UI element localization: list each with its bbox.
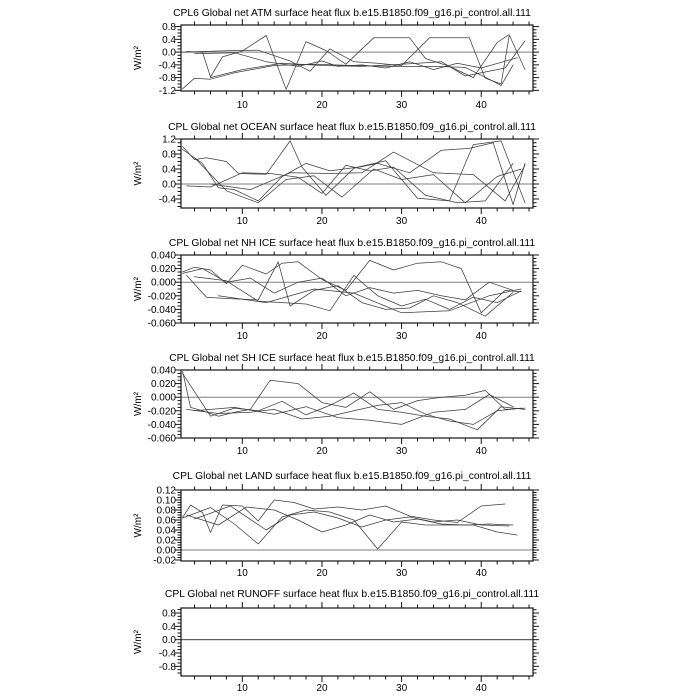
- plot-box: [181, 139, 533, 208]
- series-line-segment-3: [187, 163, 513, 202]
- y-tick-label: -0.060: [147, 433, 176, 445]
- y-tick-label: 0.10: [156, 495, 176, 507]
- x-tick-label: 40: [475, 683, 487, 694]
- y-tick-label: -0.020: [147, 291, 176, 303]
- x-tick-label: 10: [236, 100, 248, 111]
- panel-title: CPL Global net OCEAN surface heat flux b.e15.B1850.f09_g16.pi_control.all.111: [168, 122, 536, 133]
- x-tick-label: 40: [475, 331, 487, 342]
- y-tick-label: 0.12: [156, 485, 176, 497]
- x-tick-label: 10: [236, 446, 248, 457]
- y-tick-label: 0.0: [162, 47, 176, 59]
- y-tick-label: 0.02: [156, 535, 176, 547]
- y-tick-label: 0.040: [150, 365, 176, 377]
- y-tick-label: 0.4: [162, 34, 176, 46]
- y-tick-label: -0.4: [158, 194, 176, 206]
- x-tick-label: 40: [475, 216, 487, 227]
- x-tick-label: 20: [316, 331, 328, 342]
- y-axis-unit-label: W/m²: [133, 513, 144, 538]
- y-tick-label: 0.000: [150, 392, 176, 404]
- y-tick-label: 0.040: [150, 250, 176, 262]
- y-tick-label: 0.8: [162, 22, 176, 34]
- y-tick-label: 0.000: [150, 277, 176, 289]
- series-line-segment-4: [195, 395, 514, 425]
- y-axis-unit-label: W/m²: [133, 392, 144, 416]
- y-tick-label: -1.2: [158, 85, 176, 97]
- x-tick-label: 30: [396, 331, 408, 342]
- y-tick-label: 0.0: [162, 635, 176, 647]
- y-tick-label: 0.4: [162, 621, 176, 633]
- panel-sh-ice: [133, 353, 539, 457]
- panel-title: CPL Global net SH ICE surface heat flux b.e15.B1850.f09_g16.pi_control.all.111: [169, 353, 535, 364]
- x-tick-label: 10: [236, 331, 248, 342]
- panel-nh-ice: [133, 238, 539, 342]
- x-tick-label: 10: [236, 216, 248, 227]
- y-tick-label: -0.4: [158, 60, 176, 72]
- x-tick-label: 40: [475, 446, 487, 457]
- y-tick-label: -0.020: [147, 406, 176, 418]
- series-line-segment-3: [183, 36, 510, 84]
- y-tick-label: 0.06: [156, 515, 176, 527]
- panel-title: CPL Global net NH ICE surface heat flux b.e15.B1850.f09_g16.pi_control.all.111: [168, 238, 536, 249]
- y-axis-unit-label: W/m²: [133, 161, 144, 186]
- series-line-segment-1: [183, 260, 521, 312]
- plot-box: [181, 608, 533, 676]
- y-tick-label: 0.04: [156, 525, 176, 537]
- panel-title: CPL Global net RUNOFF surface heat flux b.e15.B1850.f09_g16.pi_control.all.111: [164, 589, 540, 600]
- y-tick-label: 0.020: [150, 379, 176, 391]
- x-tick-label: 20: [316, 100, 328, 111]
- x-tick-label: 20: [316, 683, 328, 694]
- plot-box: [181, 25, 533, 91]
- y-tick-label: 1.2: [162, 134, 176, 146]
- x-tick-label: 20: [316, 446, 328, 457]
- x-tick-label: 20: [316, 216, 328, 227]
- y-axis-unit-label: W/m²: [133, 277, 144, 301]
- x-tick-label: 30: [396, 446, 408, 457]
- plot-box: [181, 370, 533, 438]
- x-tick-label: 30: [396, 216, 408, 227]
- y-tick-label: 0.08: [156, 505, 176, 517]
- panel-ocean: [133, 122, 539, 227]
- series-line-segment-1: [183, 500, 506, 533]
- panel-land: [133, 471, 539, 579]
- y-tick-label: -0.060: [147, 318, 176, 330]
- x-tick-label: 10: [236, 683, 248, 694]
- panel-title: CPL Global net LAND surface heat flux b.e15.B1850.f09_g16.pi_control.all.111: [172, 471, 532, 482]
- series-line-segment-2: [183, 508, 517, 550]
- y-tick-label: -0.040: [147, 304, 176, 316]
- panel-atm: [133, 8, 539, 111]
- y-tick-label: 0.8: [162, 149, 176, 161]
- series-line-segment-4: [195, 158, 522, 203]
- y-axis-unit-label: W/m²: [133, 46, 144, 70]
- y-tick-label: 0.020: [150, 264, 176, 276]
- y-tick-label: 0.4: [162, 164, 176, 176]
- x-tick-label: 30: [396, 568, 408, 579]
- x-tick-label: 40: [475, 100, 487, 111]
- x-tick-label: 10: [236, 568, 248, 579]
- y-tick-label: -0.02: [153, 555, 176, 567]
- x-tick-label: 30: [396, 100, 408, 111]
- series-line-segment-3: [187, 507, 513, 532]
- panel-runoff: [133, 589, 539, 694]
- series-line-segment-1: [183, 64, 513, 89]
- series-line-segment-3: [187, 262, 513, 316]
- y-axis-unit-label: W/m²: [133, 630, 144, 654]
- panel-title: CPL6 Global net ATM surface heat flux b.e15.B1850.f09_g16.pi_control.all.111: [173, 8, 531, 19]
- y-tick-label: 0.8: [162, 608, 176, 620]
- series-line-segment-5: [211, 152, 526, 201]
- y-tick-label: 0.00: [156, 545, 176, 557]
- y-tick-label: -0.8: [158, 73, 176, 85]
- x-tick-label: 40: [475, 568, 487, 579]
- x-tick-label: 30: [396, 683, 408, 694]
- y-tick-label: -0.4: [158, 648, 176, 660]
- y-tick-label: -0.8: [158, 661, 176, 673]
- series-line-segment-2: [183, 373, 525, 429]
- x-tick-label: 20: [316, 568, 328, 579]
- series-line-segment-1: [183, 371, 525, 416]
- y-tick-label: -0.040: [147, 419, 176, 431]
- y-tick-label: 0.0: [162, 179, 176, 191]
